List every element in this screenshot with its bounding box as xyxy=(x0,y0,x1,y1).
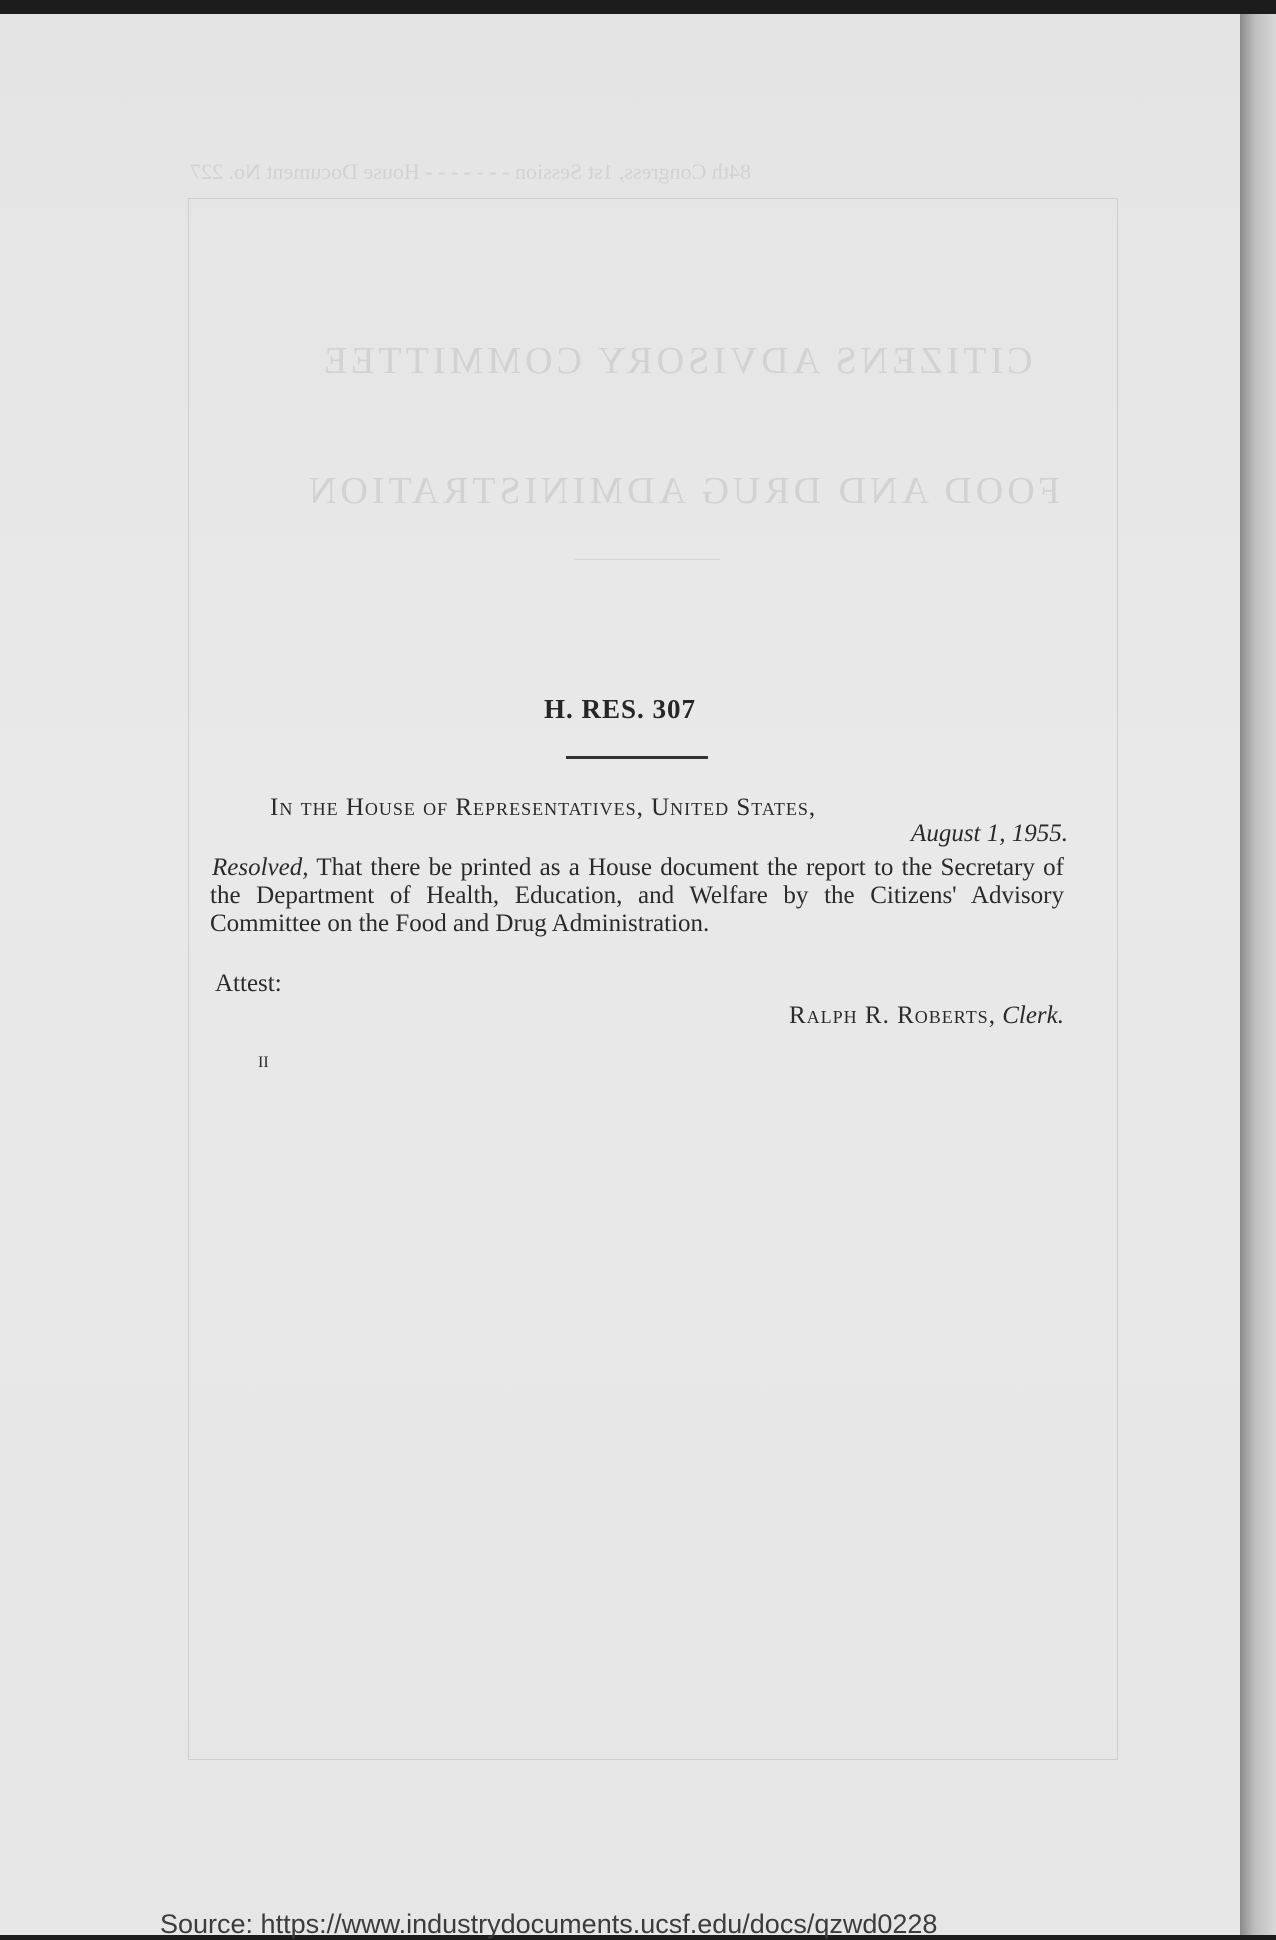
adjacent-page-edge xyxy=(1240,14,1276,1935)
source-caption: Source: https://www.industrydocuments.ucsf.edu/docs/qzwd0228 xyxy=(160,1909,938,1939)
title-rule xyxy=(566,756,708,759)
house-of-representatives-line: In the House of Representatives, United States, xyxy=(270,794,817,821)
document-page xyxy=(0,14,1240,1939)
page-number: II xyxy=(258,1054,269,1071)
resolution-date: August 1, 1955. xyxy=(911,820,1068,847)
signatory-name: Ralph R. Roberts, xyxy=(788,1002,996,1029)
bleed-through-rule xyxy=(575,559,720,560)
signatory-role: Clerk. xyxy=(1002,1002,1064,1029)
bleed-through-header: 84th Congress, 1st Session - - - - - - - House Document No. 227 xyxy=(190,159,751,184)
resolved-lead: Resolved, xyxy=(212,854,309,881)
bleed-through-title-1: CITIZENS ADVISORY COMMITTEE xyxy=(320,340,1033,382)
page-border-frame xyxy=(188,198,1118,1760)
bleed-through-title-2: FOOD AND DRUG ADMINISTRATION xyxy=(305,470,1060,512)
resolved-paragraph xyxy=(210,854,1064,938)
attest-label: Attest: xyxy=(215,970,282,997)
resolution-title: H. RES. 307 xyxy=(543,694,697,724)
resolved-text: That there be printed as a House document the report to the Secretary of the Department of Health, Education, and Welfare by the Citizens' Advisory Committee on the Food and Drug Administration. xyxy=(210,854,1064,937)
signature-line xyxy=(789,1002,1064,1030)
